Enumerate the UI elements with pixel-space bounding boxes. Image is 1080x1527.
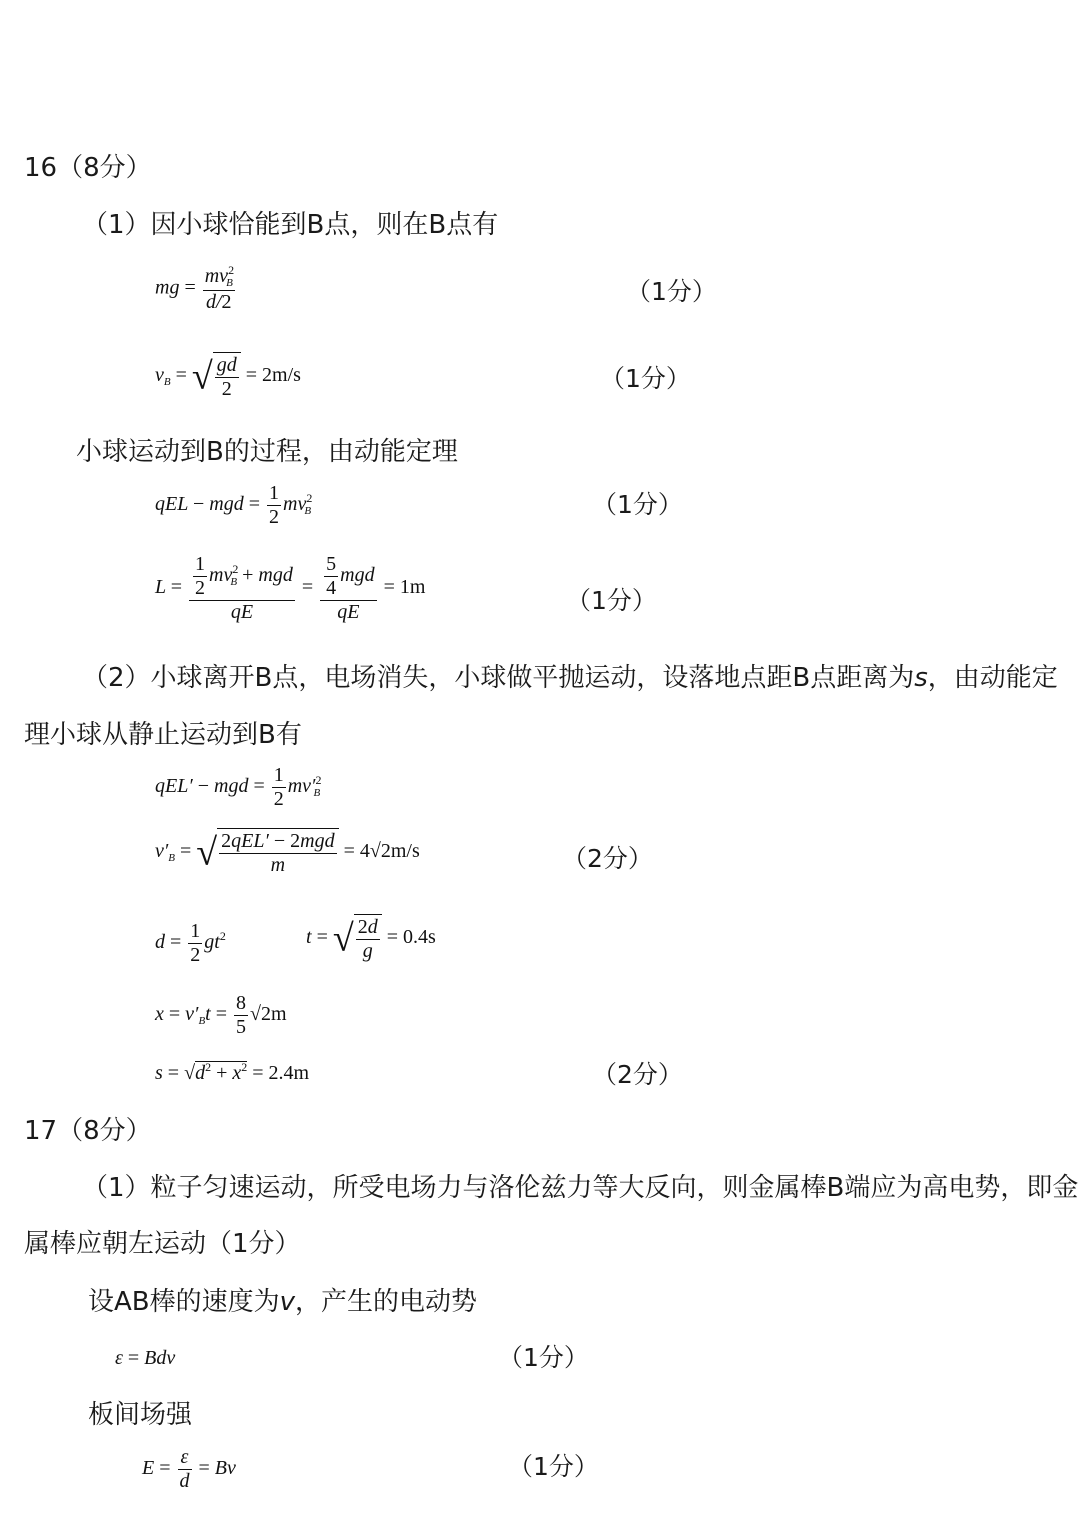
q16-part2-text: （2）小球离开B点，电场消失，小球做平抛运动，设落地点距B点距离为: [82, 663, 915, 693]
score: （1分）: [498, 1343, 589, 1372]
var-v: v: [279, 1287, 296, 1317]
q17-header: 17（8分）: [24, 1116, 152, 1146]
eq-vb-prime: $v'_B$ = √ $\frac{\text{2qEL′ − 2mgd}}{m}$ = 4√2m/s: [155, 830, 420, 876]
q16-part2-line1: [82, 665, 1058, 691]
q17-part1-line1: （1）粒子匀速运动，所受电场力与洛伦兹力等大反向，则金属棒B端应为高电势，即金: [82, 1173, 1079, 1203]
q17-field-label: 板间场强: [88, 1400, 193, 1430]
eq-energy-1: qEL − mgd = $\frac{1}{2}$ $mv^2_B$: [155, 482, 313, 528]
eq-E: E = $\frac{\varepsilon}{d}$ = Bv: [142, 1446, 236, 1492]
eq-d: d = $\frac{1}{2}$ $gt^2$: [155, 920, 226, 966]
eq-mg: mg = $\frac{mv^2_B}{d/2}$: [155, 263, 235, 313]
eq-energy-2: qEL′ − mgd = $\frac{1}{2}$ $mv'^2_B$: [155, 764, 322, 810]
q17-set-speed: [88, 1289, 477, 1315]
score: （1分）: [508, 1452, 599, 1481]
score: （2分）: [592, 1060, 683, 1089]
q16-part1-intro: （1）因小球恰能到B点，则在B点有: [82, 210, 499, 240]
q16-part1-mid: 小球运动到B的过程，由动能定理: [76, 437, 458, 467]
score: （2分）: [562, 844, 653, 873]
set-speed-tail: ，产生的电动势: [295, 1287, 478, 1317]
var-s: s: [914, 663, 928, 693]
q17-part1-line2: 属棒应朝左运动（1分）: [24, 1229, 301, 1259]
set-speed-text: 设AB棒的速度为: [88, 1287, 280, 1317]
eq-x: $x = v'_Bt$ = $\frac{8}{5}$ √2m: [155, 992, 287, 1038]
score: （1分）: [600, 364, 691, 393]
score: （1分）: [592, 490, 683, 519]
score: （1分）: [566, 586, 657, 615]
q16-part2-line2: 理小球从静止运动到B有: [24, 720, 302, 750]
eq-t: t = √ $\frac{2d}{g}$ = 0.4s: [306, 916, 436, 962]
q16-header: 16（8分）: [24, 153, 152, 183]
eq-L: L = $\frac{1}{2}$ $mv^2_B$ + mgd qE = $\frac{5}{4}$ mgd qE = 1m: [155, 553, 426, 623]
eq-vb: $v_B$ = √ $\frac{gd}{2}$ = 2m/s: [155, 354, 301, 400]
eq-s: $s = √d^2 + x^2 = 2.4m$: [155, 1060, 310, 1084]
eq-emf: ε = Bdv: [115, 1347, 176, 1369]
q16-part2-tail: ，由动能定: [927, 663, 1058, 693]
score: （1分）: [626, 277, 717, 306]
